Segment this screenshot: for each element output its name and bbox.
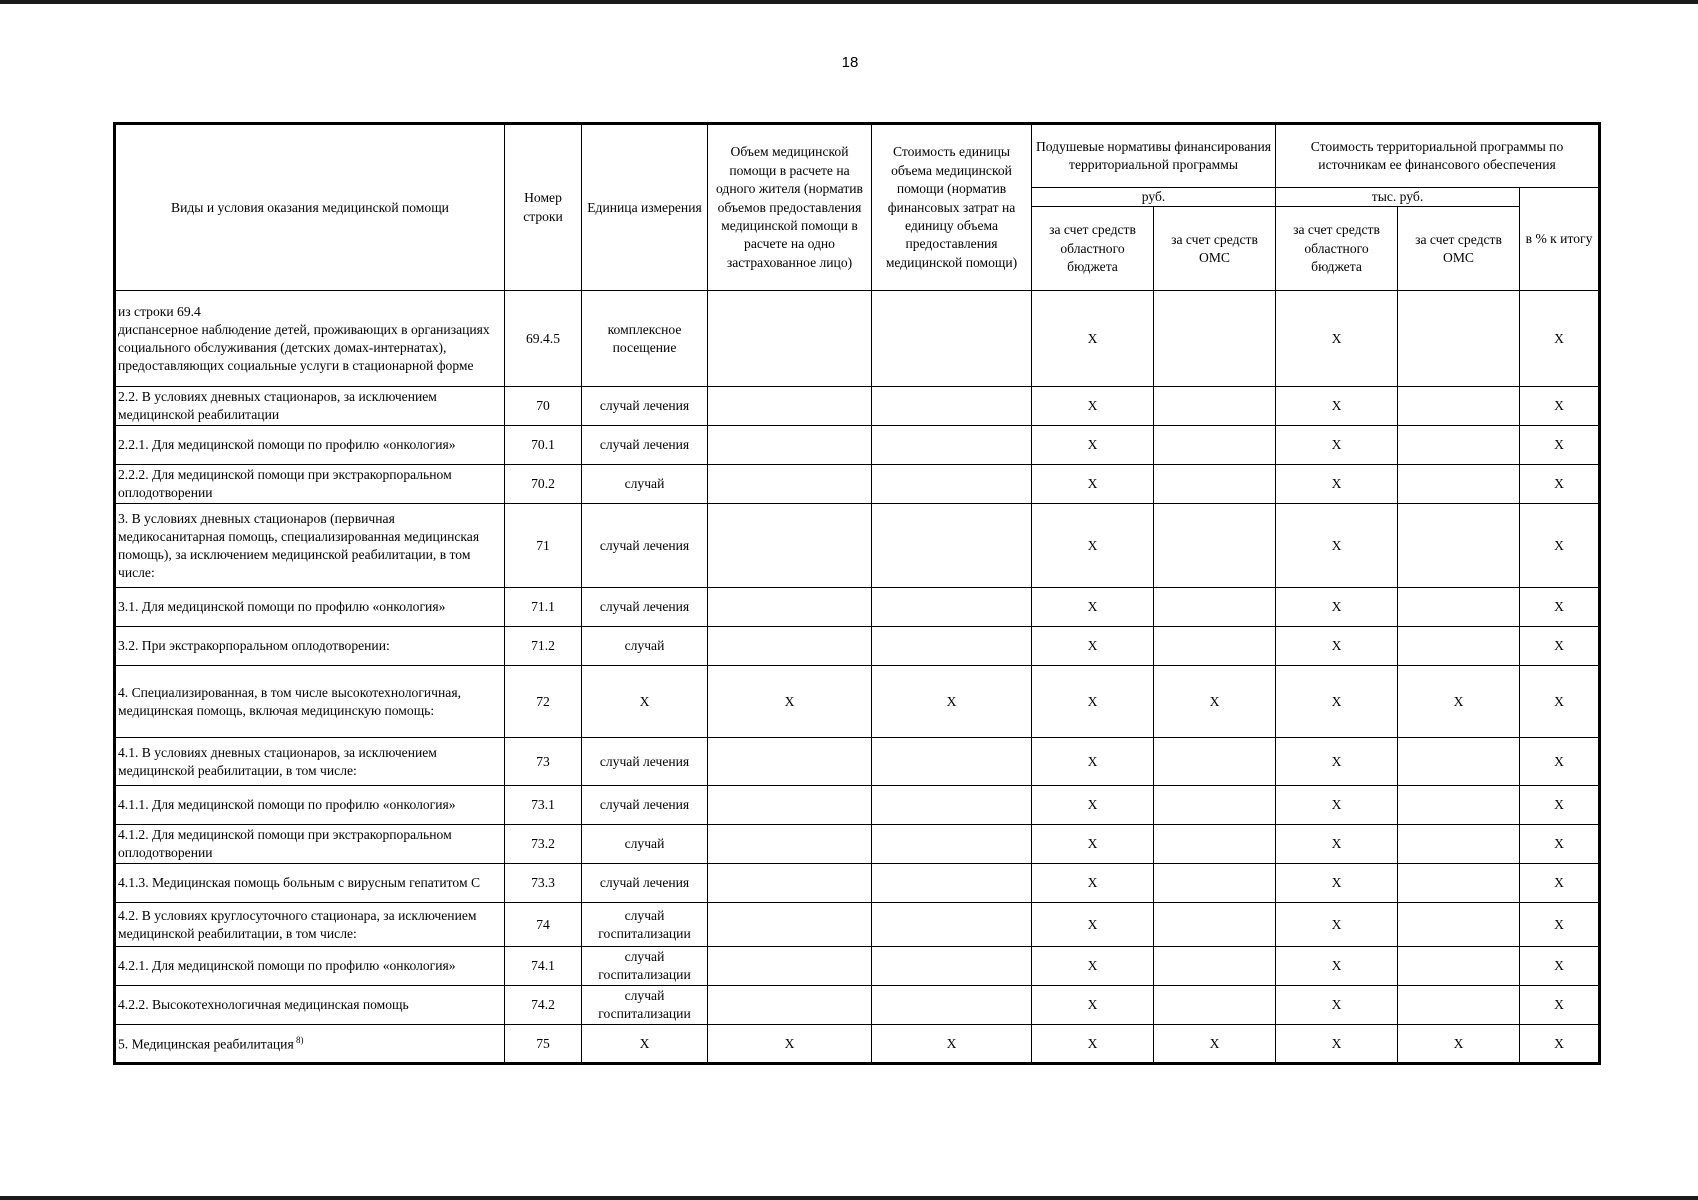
- row-unit-cost: [872, 903, 1032, 947]
- row-pc-budget: X: [1032, 903, 1154, 947]
- table-row: [115, 291, 1600, 387]
- row-pc-budget: X: [1032, 291, 1154, 387]
- page-number: 18: [841, 54, 859, 71]
- row-tot-oms: [1398, 627, 1520, 666]
- row-number: 73.3: [505, 864, 582, 903]
- row-tot-oms: X: [1398, 666, 1520, 738]
- row-unit-cost: [872, 465, 1032, 504]
- row-tot-budget: X: [1276, 426, 1398, 465]
- row-pct-total: X: [1520, 986, 1600, 1025]
- row-unit-cost: [872, 864, 1032, 903]
- table-row: [115, 588, 1600, 627]
- row-unit-cost: [872, 786, 1032, 825]
- row-tot-oms: [1398, 786, 1520, 825]
- row-unit: случай госпитализации: [582, 986, 708, 1025]
- row-description: 3.2. При экстракорпоральном оплодотворении:: [115, 627, 505, 666]
- row-description: 5. Медицинская реабилитация $^{8)}$: [115, 1025, 505, 1064]
- row-unit-cost: [872, 504, 1032, 588]
- row-description: 4.1.1. Для медицинской помощи по профилю «онкология»: [115, 786, 505, 825]
- row-volume: [708, 947, 872, 986]
- row-pc-budget: X: [1032, 738, 1154, 786]
- row-pc-budget: X: [1032, 864, 1154, 903]
- row-pc-oms: [1154, 588, 1276, 627]
- row-tot-oms: [1398, 588, 1520, 627]
- row-unit: случай: [582, 465, 708, 504]
- row-pc-oms: [1154, 864, 1276, 903]
- row-unit-cost: X: [872, 666, 1032, 738]
- row-description: 2.2. В условиях дневных стационаров, за исключением медицинской реабилитации: [115, 387, 505, 426]
- row-number: 71.2: [505, 627, 582, 666]
- row-pct-total: X: [1520, 786, 1600, 825]
- header-tot-budget: за счет средств областного бюджета: [1276, 207, 1398, 291]
- row-unit: случай: [582, 627, 708, 666]
- row-pc-oms: [1154, 738, 1276, 786]
- row-description: 4.1.3. Медицинская помощь больным с вирусным гепатитом С: [115, 864, 505, 903]
- row-number: 74.1: [505, 947, 582, 986]
- row-volume: [708, 864, 872, 903]
- row-pc-budget: X: [1032, 387, 1154, 426]
- row-pc-budget: X: [1032, 1025, 1154, 1064]
- row-unit: X: [582, 1025, 708, 1064]
- row-number: 73: [505, 738, 582, 786]
- row-description: 4. Специализированная, в том числе высокотехнологичная, медицинская помощь, включая медицинскую помощь:: [115, 666, 505, 738]
- header-pc-budget: за счет средств областного бюджета: [1032, 207, 1154, 291]
- table-row: [115, 1025, 1600, 1064]
- row-pc-oms: [1154, 986, 1276, 1025]
- row-pct-total: X: [1520, 588, 1600, 627]
- row-description: 4.1.2. Для медицинской помощи при экстракорпоральном оплодотворении: [115, 825, 505, 864]
- row-unit-cost: [872, 387, 1032, 426]
- row-unit-cost: [872, 825, 1032, 864]
- row-tot-budget: X: [1276, 387, 1398, 426]
- header-volume: Объем медицинской помощи в расчете на одного жителя (норматив объемов предоставления медицинской помощи в расчете на одно застрахованное лицо): [708, 124, 872, 291]
- header-type: Виды и условия оказания медицинской помощи: [115, 124, 505, 291]
- row-number: 70.2: [505, 465, 582, 504]
- row-number: 75: [505, 1025, 582, 1064]
- row-unit: X: [582, 666, 708, 738]
- row-unit: случай лечения: [582, 588, 708, 627]
- row-number: 74: [505, 903, 582, 947]
- row-pc-oms: [1154, 825, 1276, 864]
- row-pc-oms: [1154, 291, 1276, 387]
- row-number: 72: [505, 666, 582, 738]
- row-tot-oms: [1398, 864, 1520, 903]
- row-pc-budget: X: [1032, 825, 1154, 864]
- row-unit-cost: X: [872, 1025, 1032, 1064]
- table-row: [115, 738, 1600, 786]
- table-row: [115, 825, 1600, 864]
- row-pc-oms: [1154, 786, 1276, 825]
- table-row: [115, 986, 1600, 1025]
- row-unit-cost: [872, 291, 1032, 387]
- row-tot-budget: X: [1276, 864, 1398, 903]
- table-row: [115, 947, 1600, 986]
- row-tot-oms: [1398, 426, 1520, 465]
- row-unit: случай госпитализации: [582, 947, 708, 986]
- row-volume: [708, 291, 872, 387]
- row-tot-budget: X: [1276, 825, 1398, 864]
- row-pc-oms: [1154, 465, 1276, 504]
- row-unit: случай лечения: [582, 426, 708, 465]
- row-unit: случай госпитализации: [582, 903, 708, 947]
- header-pct-total: в % к итогу: [1520, 188, 1600, 291]
- row-tot-budget: X: [1276, 738, 1398, 786]
- row-pc-oms: [1154, 426, 1276, 465]
- header-unit: Единица измерения: [582, 124, 708, 291]
- row-pct-total: X: [1520, 864, 1600, 903]
- header-pc-oms: за счет средств ОМС: [1154, 207, 1276, 291]
- row-pc-budget: X: [1032, 588, 1154, 627]
- row-tot-oms: [1398, 986, 1520, 1025]
- row-pc-oms: [1154, 903, 1276, 947]
- scan-bottom-edge: [0, 1196, 1698, 1200]
- row-pc-oms: [1154, 627, 1276, 666]
- row-volume: [708, 465, 872, 504]
- row-unit-cost: [872, 738, 1032, 786]
- row-tot-budget: X: [1276, 1025, 1398, 1064]
- header-tot-oms: за счет средств ОМС: [1398, 207, 1520, 291]
- header-row-number: Номер строки: [505, 124, 582, 291]
- row-pc-budget: X: [1032, 666, 1154, 738]
- row-pc-budget: X: [1032, 426, 1154, 465]
- row-tot-budget: X: [1276, 903, 1398, 947]
- row-unit-cost: [872, 627, 1032, 666]
- row-pct-total: X: [1520, 947, 1600, 986]
- row-pc-oms: [1154, 387, 1276, 426]
- row-pct-total: X: [1520, 903, 1600, 947]
- row-number: 69.4.5: [505, 291, 582, 387]
- row-unit-cost: [872, 947, 1032, 986]
- row-pc-budget: X: [1032, 504, 1154, 588]
- row-tot-budget: X: [1276, 291, 1398, 387]
- row-number: 70.1: [505, 426, 582, 465]
- row-tot-oms: [1398, 291, 1520, 387]
- row-volume: [708, 825, 872, 864]
- table-row: [115, 903, 1600, 947]
- row-pc-budget: X: [1032, 786, 1154, 825]
- row-number: 73.2: [505, 825, 582, 864]
- row-tot-oms: X: [1398, 1025, 1520, 1064]
- row-volume: [708, 903, 872, 947]
- row-volume: [708, 588, 872, 627]
- row-pct-total: X: [1520, 825, 1600, 864]
- row-pc-budget: X: [1032, 986, 1154, 1025]
- row-pct-total: X: [1520, 1025, 1600, 1064]
- row-pc-budget: X: [1032, 627, 1154, 666]
- row-pc-budget: X: [1032, 465, 1154, 504]
- row-pc-oms: X: [1154, 666, 1276, 738]
- table-row: [115, 627, 1600, 666]
- row-pct-total: X: [1520, 291, 1600, 387]
- row-pct-total: X: [1520, 426, 1600, 465]
- table-row: [115, 465, 1600, 504]
- row-tot-budget: X: [1276, 786, 1398, 825]
- row-tot-oms: [1398, 465, 1520, 504]
- row-tot-budget: X: [1276, 666, 1398, 738]
- header-total-group: Стоимость территориальной программы по источникам ее финансового обеспечения: [1276, 124, 1600, 188]
- row-description: 2.2.2. Для медицинской помощи при экстракорпоральном оплодотворении: [115, 465, 505, 504]
- row-pct-total: X: [1520, 465, 1600, 504]
- row-volume: [708, 786, 872, 825]
- row-pc-oms: [1154, 947, 1276, 986]
- row-tot-oms: [1398, 903, 1520, 947]
- scan-top-edge: [0, 0, 1698, 4]
- row-pct-total: X: [1520, 738, 1600, 786]
- row-pct-total: X: [1520, 666, 1600, 738]
- row-description: из строки 69.4 диспансерное наблюдение детей, проживающих в организациях социального обслуживания (детских домах-интернатах), предоставляющих социальные услуги в стационарной форме: [115, 291, 505, 387]
- row-number: 71: [505, 504, 582, 588]
- row-number: 74.2: [505, 986, 582, 1025]
- header-unit-cost: Стоимость единицы объема медицинской помощи (норматив финансовых затрат на единицу объема предоставления медицинской помощи): [872, 124, 1032, 291]
- table-body: [115, 291, 1600, 1064]
- row-volume: [708, 426, 872, 465]
- row-unit: случай лечения: [582, 786, 708, 825]
- row-unit: комплексное посещение: [582, 291, 708, 387]
- row-description: 4.1. В условиях дневных стационаров, за исключением медицинской реабилитации, в том числе:: [115, 738, 505, 786]
- row-tot-budget: X: [1276, 504, 1398, 588]
- row-volume: [708, 738, 872, 786]
- row-description: 4.2. В условиях круглосуточного стационара, за исключением медицинской реабилитации, в том числе:: [115, 903, 505, 947]
- row-pct-total: X: [1520, 504, 1600, 588]
- row-pc-oms: [1154, 504, 1276, 588]
- table-row: [115, 387, 1600, 426]
- program-cost-table: [113, 122, 1601, 1065]
- row-tot-oms: [1398, 387, 1520, 426]
- row-number: 73.1: [505, 786, 582, 825]
- row-unit-cost: [872, 588, 1032, 627]
- row-tot-oms: [1398, 504, 1520, 588]
- row-description: 4.2.1. Для медицинской помощи по профилю «онкология»: [115, 947, 505, 986]
- row-unit: случай: [582, 825, 708, 864]
- row-tot-oms: [1398, 825, 1520, 864]
- row-pct-total: X: [1520, 387, 1600, 426]
- header-unit-thousand-rub: тыс. руб.: [1276, 188, 1520, 207]
- row-volume: [708, 504, 872, 588]
- row-tot-budget: X: [1276, 986, 1398, 1025]
- row-number: 70: [505, 387, 582, 426]
- row-volume: [708, 986, 872, 1025]
- row-volume: X: [708, 1025, 872, 1064]
- table-header: [115, 124, 1600, 291]
- row-volume: [708, 387, 872, 426]
- table-row: [115, 786, 1600, 825]
- header-per-capita-group: Подушевые нормативы финансирования территориальной программы: [1032, 124, 1276, 188]
- row-unit-cost: [872, 426, 1032, 465]
- row-tot-oms: [1398, 947, 1520, 986]
- row-number: 71.1: [505, 588, 582, 627]
- row-description: 3. В условиях дневных стационаров (первичная медикосанитарная помощь, специализированная медицинская помощь), за исключением медицинской реабилитации, в том числе:: [115, 504, 505, 588]
- row-pc-budget: X: [1032, 947, 1154, 986]
- row-unit: случай лечения: [582, 504, 708, 588]
- table-row: [115, 864, 1600, 903]
- row-description: 3.1. Для медицинской помощи по профилю «онкология»: [115, 588, 505, 627]
- row-pct-total: X: [1520, 627, 1600, 666]
- row-volume: X: [708, 666, 872, 738]
- row-description: 4.2.2. Высокотехнологичная медицинская помощь: [115, 986, 505, 1025]
- header-unit-rub: руб.: [1032, 188, 1276, 207]
- row-description: 2.2.1. Для медицинской помощи по профилю «онкология»: [115, 426, 505, 465]
- row-unit-cost: [872, 986, 1032, 1025]
- table-row: [115, 426, 1600, 465]
- row-unit: случай лечения: [582, 387, 708, 426]
- row-unit: случай лечения: [582, 738, 708, 786]
- row-tot-budget: X: [1276, 465, 1398, 504]
- row-pc-oms: X: [1154, 1025, 1276, 1064]
- table-row: [115, 504, 1600, 588]
- row-tot-budget: X: [1276, 588, 1398, 627]
- row-tot-budget: X: [1276, 947, 1398, 986]
- row-tot-budget: X: [1276, 627, 1398, 666]
- table-row: [115, 666, 1600, 738]
- row-unit: случай лечения: [582, 864, 708, 903]
- row-volume: [708, 627, 872, 666]
- row-tot-oms: [1398, 738, 1520, 786]
- footnote-marker: 8): [293, 1034, 304, 1045]
